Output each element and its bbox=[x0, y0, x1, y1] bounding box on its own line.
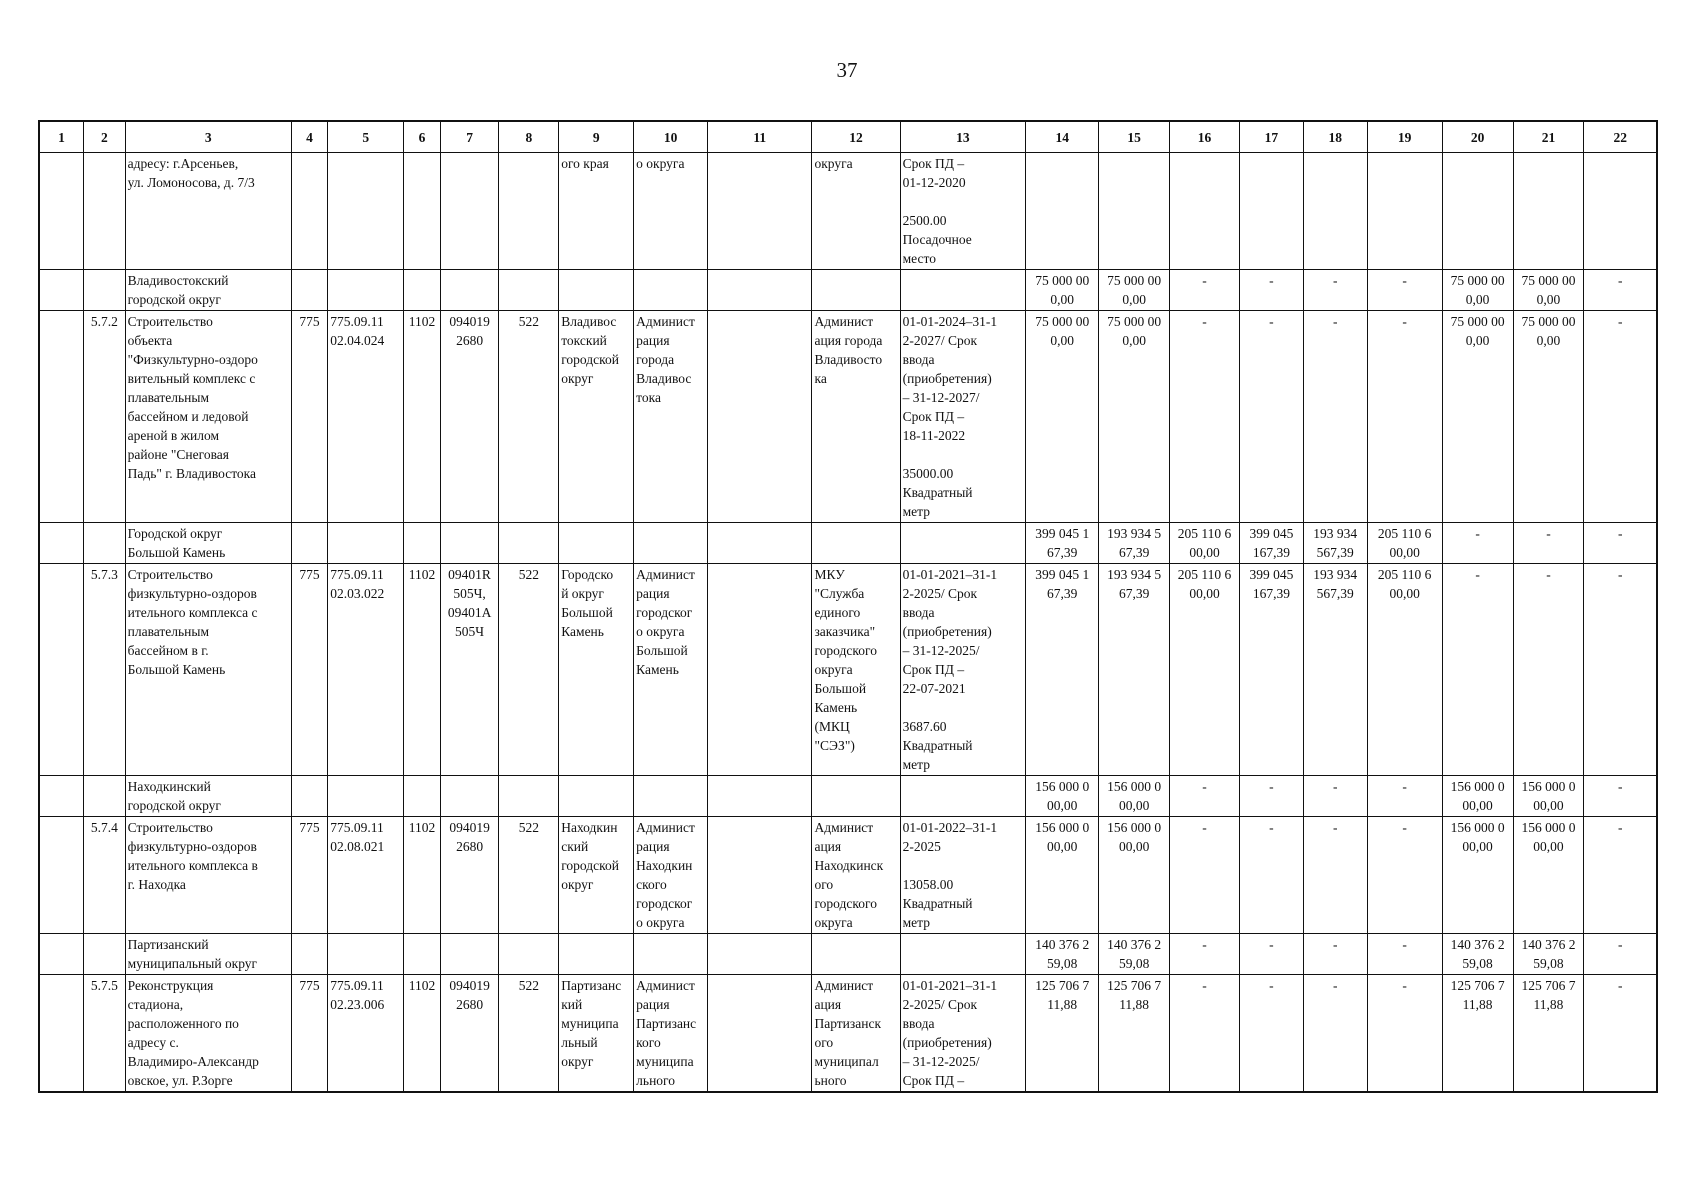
table-cell: 156 000 0 00,00 bbox=[1513, 817, 1584, 934]
table-cell: Владивос токский городской округ bbox=[559, 311, 634, 523]
table-cell: Админист ация Находкинск ого городского округа bbox=[812, 817, 900, 934]
table-cell: 522 bbox=[499, 564, 559, 776]
table-cell: - bbox=[1584, 270, 1657, 311]
table-cell: 5.7.4 bbox=[84, 817, 126, 934]
table-row bbox=[39, 523, 1657, 564]
table-cell: - bbox=[1367, 776, 1442, 817]
table-cell: - bbox=[1367, 270, 1442, 311]
table-cell bbox=[499, 270, 559, 311]
table-cell bbox=[440, 153, 499, 270]
table-cell bbox=[84, 153, 126, 270]
table-row bbox=[39, 975, 1657, 1093]
table-cell: 205 110 6 00,00 bbox=[1170, 523, 1240, 564]
table-cell: - bbox=[1584, 817, 1657, 934]
table-cell: - bbox=[1367, 934, 1442, 975]
table-cell: 193 934 567,39 bbox=[1303, 564, 1367, 776]
table-cell: 522 bbox=[499, 975, 559, 1093]
table-cell: 1102 bbox=[404, 817, 440, 934]
table-cell: Партизанс кий муниципа льный округ bbox=[559, 975, 634, 1093]
table-cell: МКУ "Служба единого заказчика" городского округа Большой Камень (МКЦ "СЭЗ") bbox=[812, 564, 900, 776]
table-cell bbox=[84, 776, 126, 817]
column-header: 15 bbox=[1099, 121, 1170, 153]
table-cell: 775.09.11 02.08.021 bbox=[328, 817, 404, 934]
table-row bbox=[39, 564, 1657, 776]
table-cell bbox=[499, 523, 559, 564]
table-cell bbox=[39, 817, 84, 934]
table-cell bbox=[559, 934, 634, 975]
table-cell bbox=[440, 523, 499, 564]
table-cell: 75 000 00 0,00 bbox=[1099, 311, 1170, 523]
table-cell: 140 376 2 59,08 bbox=[1513, 934, 1584, 975]
table-cell bbox=[812, 270, 900, 311]
table-cell: 1102 bbox=[404, 564, 440, 776]
table-cell bbox=[1584, 153, 1657, 270]
table-cell bbox=[1442, 153, 1513, 270]
table-cell: 75 000 00 0,00 bbox=[1442, 270, 1513, 311]
table-cell: - bbox=[1442, 523, 1513, 564]
table-cell bbox=[404, 270, 440, 311]
column-header: 16 bbox=[1170, 121, 1240, 153]
table-cell bbox=[404, 934, 440, 975]
table-cell bbox=[440, 934, 499, 975]
table-cell bbox=[708, 817, 812, 934]
table-cell bbox=[39, 153, 84, 270]
table-cell: 5.7.3 bbox=[84, 564, 126, 776]
table-cell: 140 376 2 59,08 bbox=[1026, 934, 1099, 975]
table-cell: округа bbox=[812, 153, 900, 270]
table-cell: Админист рация городског о округа Большой Камень bbox=[634, 564, 708, 776]
table-cell: 140 376 2 59,08 bbox=[1442, 934, 1513, 975]
table-cell: - bbox=[1170, 975, 1240, 1093]
table-cell bbox=[634, 934, 708, 975]
table-cell bbox=[84, 934, 126, 975]
table-cell: 193 934 5 67,39 bbox=[1099, 523, 1170, 564]
table-cell: - bbox=[1303, 975, 1367, 1093]
table-cell: 09401R 505Ч, 09401А 505Ч bbox=[440, 564, 499, 776]
table-cell bbox=[39, 975, 84, 1093]
table-cell bbox=[440, 270, 499, 311]
table-cell: - bbox=[1584, 934, 1657, 975]
table-cell bbox=[1367, 153, 1442, 270]
table-cell: 75 000 00 0,00 bbox=[1026, 270, 1099, 311]
table-cell bbox=[39, 270, 84, 311]
table-cell: 01-01-2021–31-1 2-2025/ Срок ввода (приобретения) – 31-12-2025/ Срок ПД – 22-07-2021 3687.60 Квадратный метр bbox=[900, 564, 1026, 776]
column-header: 17 bbox=[1239, 121, 1303, 153]
table-cell: 094019 2680 bbox=[440, 975, 499, 1093]
table-cell bbox=[39, 523, 84, 564]
table-cell bbox=[404, 153, 440, 270]
table-cell: 522 bbox=[499, 817, 559, 934]
table-cell: 125 706 7 11,88 bbox=[1099, 975, 1170, 1093]
table-cell bbox=[328, 776, 404, 817]
table-cell: 775 bbox=[291, 975, 327, 1093]
table-cell bbox=[291, 523, 327, 564]
table-cell: - bbox=[1367, 311, 1442, 523]
table-cell bbox=[39, 311, 84, 523]
table-cell: Городской округ Большой Камень bbox=[125, 523, 291, 564]
table-cell bbox=[634, 523, 708, 564]
table-cell: - bbox=[1239, 270, 1303, 311]
table-cell: - bbox=[1584, 564, 1657, 776]
table-cell bbox=[39, 934, 84, 975]
table-cell: - bbox=[1442, 564, 1513, 776]
table-cell: 156 000 0 00,00 bbox=[1026, 776, 1099, 817]
table-cell bbox=[708, 523, 812, 564]
table-cell: - bbox=[1303, 817, 1367, 934]
table-cell: 156 000 0 00,00 bbox=[1442, 776, 1513, 817]
table-cell: 1102 bbox=[404, 311, 440, 523]
table-cell: 75 000 00 0,00 bbox=[1442, 311, 1513, 523]
table-cell: 01-01-2021–31-1 2-2025/ Срок ввода (приобретения) – 31-12-2025/ Срок ПД – bbox=[900, 975, 1026, 1093]
table-cell: 399 045 167,39 bbox=[1239, 523, 1303, 564]
table-cell bbox=[708, 975, 812, 1093]
table-cell bbox=[1099, 153, 1170, 270]
table-cell: 156 000 0 00,00 bbox=[1513, 776, 1584, 817]
table-cell: Владивостокский городской округ bbox=[125, 270, 291, 311]
table-cell: - bbox=[1239, 934, 1303, 975]
column-header: 2 bbox=[84, 121, 126, 153]
table-cell: - bbox=[1170, 270, 1240, 311]
table-cell: Партизанский муниципальный округ bbox=[125, 934, 291, 975]
table-cell: 125 706 7 11,88 bbox=[1442, 975, 1513, 1093]
table-cell: Админист рация Находкин ского городског о округа bbox=[634, 817, 708, 934]
column-header: 3 bbox=[125, 121, 291, 153]
table-cell bbox=[708, 934, 812, 975]
table-cell: 522 bbox=[499, 311, 559, 523]
table-cell: 775 bbox=[291, 817, 327, 934]
table-cell bbox=[900, 934, 1026, 975]
table-cell: - bbox=[1239, 817, 1303, 934]
table-cell bbox=[559, 270, 634, 311]
table-cell: 205 110 6 00,00 bbox=[1170, 564, 1240, 776]
table-row bbox=[39, 776, 1657, 817]
table-cell: 125 706 7 11,88 bbox=[1026, 975, 1099, 1093]
table-cell bbox=[328, 270, 404, 311]
page-number: 37 bbox=[836, 58, 858, 82]
table-cell: - bbox=[1170, 934, 1240, 975]
table-cell: 5.7.5 bbox=[84, 975, 126, 1093]
table-cell: - bbox=[1367, 975, 1442, 1093]
table-cell bbox=[634, 270, 708, 311]
table-row bbox=[39, 934, 1657, 975]
table-cell: - bbox=[1170, 817, 1240, 934]
column-header: 9 bbox=[559, 121, 634, 153]
table-cell: - bbox=[1170, 776, 1240, 817]
column-header: 20 bbox=[1442, 121, 1513, 153]
table-cell: 01-01-2024–31-1 2-2027/ Срок ввода (приобретения) – 31-12-2027/ Срок ПД – 18-11-2022 35000.00 Квадратный метр bbox=[900, 311, 1026, 523]
table-cell: - bbox=[1513, 523, 1584, 564]
table-cell: 775 bbox=[291, 564, 327, 776]
table-cell: - bbox=[1584, 776, 1657, 817]
column-header: 22 bbox=[1584, 121, 1657, 153]
table-cell: - bbox=[1303, 270, 1367, 311]
table-cell bbox=[900, 523, 1026, 564]
table-cell bbox=[812, 523, 900, 564]
table-cell: - bbox=[1239, 311, 1303, 523]
table-cell: - bbox=[1584, 975, 1657, 1093]
table-cell bbox=[440, 776, 499, 817]
column-header: 6 bbox=[404, 121, 440, 153]
table-cell bbox=[404, 776, 440, 817]
table-cell: - bbox=[1584, 523, 1657, 564]
column-header: 7 bbox=[440, 121, 499, 153]
table-cell: Строительство объекта "Физкультурно-оздоро вительный комплекс с плавательным бассейном и ледовой ареной в жилом районе "Снеговая Падь" г. Владивостока bbox=[125, 311, 291, 523]
table-cell bbox=[708, 311, 812, 523]
table-cell: 094019 2680 bbox=[440, 817, 499, 934]
table-cell: - bbox=[1303, 311, 1367, 523]
table-cell: 094019 2680 bbox=[440, 311, 499, 523]
table-cell: - bbox=[1367, 817, 1442, 934]
column-header: 21 bbox=[1513, 121, 1584, 153]
table-cell bbox=[499, 934, 559, 975]
column-header: 14 bbox=[1026, 121, 1099, 153]
table-cell: Городско й округ Большой Камень bbox=[559, 564, 634, 776]
table-cell: 399 045 1 67,39 bbox=[1026, 523, 1099, 564]
table-cell bbox=[404, 523, 440, 564]
table-cell: ого края bbox=[559, 153, 634, 270]
table-cell: 75 000 00 0,00 bbox=[1513, 270, 1584, 311]
table-cell bbox=[708, 270, 812, 311]
table-cell: 399 045 167,39 bbox=[1239, 564, 1303, 776]
table-cell: 140 376 2 59,08 bbox=[1099, 934, 1170, 975]
table-cell bbox=[708, 153, 812, 270]
table-cell: адресу: г.Арсеньев, ул. Ломоносова, д. 7/3 bbox=[125, 153, 291, 270]
table-cell bbox=[1170, 153, 1240, 270]
table-cell bbox=[499, 776, 559, 817]
table-cell: Админист рация Партизанс кого муниципа льного bbox=[634, 975, 708, 1093]
table-cell: 193 934 5 67,39 bbox=[1099, 564, 1170, 776]
column-header: 12 bbox=[812, 121, 900, 153]
table-cell: Находкин ский городской округ bbox=[559, 817, 634, 934]
table-cell bbox=[559, 776, 634, 817]
table-cell bbox=[708, 564, 812, 776]
table-cell bbox=[634, 776, 708, 817]
table-cell bbox=[328, 934, 404, 975]
column-header: 18 bbox=[1303, 121, 1367, 153]
table-cell: Строительство физкультурно-оздоров ительного комплекса в г. Находка bbox=[125, 817, 291, 934]
table-cell bbox=[1026, 153, 1099, 270]
table-cell bbox=[291, 153, 327, 270]
column-header: 13 bbox=[900, 121, 1026, 153]
table-cell: о округа bbox=[634, 153, 708, 270]
table-cell: 75 000 00 0,00 bbox=[1513, 311, 1584, 523]
table-cell: 156 000 0 00,00 bbox=[1099, 817, 1170, 934]
table-cell bbox=[1303, 153, 1367, 270]
table-cell: 156 000 0 00,00 bbox=[1442, 817, 1513, 934]
table-cell: Строительство физкультурно-оздоров ительного комплекса с плавательным бассейном в г. Большой Камень bbox=[125, 564, 291, 776]
table-cell bbox=[1513, 153, 1584, 270]
table-cell: 775.09.11 02.03.022 bbox=[328, 564, 404, 776]
table-cell: 156 000 0 00,00 bbox=[1099, 776, 1170, 817]
table-cell: 75 000 00 0,00 bbox=[1026, 311, 1099, 523]
table-cell: Админист ация Партизанск ого муниципал ьного bbox=[812, 975, 900, 1093]
table-cell: Срок ПД – 01-12-2020 2500.00 Посадочное место bbox=[900, 153, 1026, 270]
table-cell: 75 000 00 0,00 bbox=[1099, 270, 1170, 311]
table-cell: 775 bbox=[291, 311, 327, 523]
column-header: 10 bbox=[634, 121, 708, 153]
table-cell: Админист рация города Владивос тока bbox=[634, 311, 708, 523]
table-cell bbox=[812, 934, 900, 975]
column-header: 8 bbox=[499, 121, 559, 153]
table-cell: 775.09.11 02.23.006 bbox=[328, 975, 404, 1093]
table-cell: - bbox=[1239, 975, 1303, 1093]
table-cell bbox=[39, 564, 84, 776]
table-cell bbox=[291, 776, 327, 817]
table-cell: Админист ация города Владивосто ка bbox=[812, 311, 900, 523]
header-row bbox=[39, 121, 1657, 153]
table-cell bbox=[291, 934, 327, 975]
column-header: 4 bbox=[291, 121, 327, 153]
budget-table bbox=[38, 120, 1658, 1093]
table-cell bbox=[291, 270, 327, 311]
column-header: 19 bbox=[1367, 121, 1442, 153]
table-row bbox=[39, 153, 1657, 270]
table-cell: Находкинский городской округ bbox=[125, 776, 291, 817]
table-cell: - bbox=[1170, 311, 1240, 523]
table-cell bbox=[84, 523, 126, 564]
table-cell bbox=[84, 270, 126, 311]
table-cell: - bbox=[1584, 311, 1657, 523]
table-row bbox=[39, 817, 1657, 934]
table-cell: - bbox=[1239, 776, 1303, 817]
table-cell bbox=[559, 523, 634, 564]
table-cell bbox=[328, 523, 404, 564]
table-cell: 125 706 7 11,88 bbox=[1513, 975, 1584, 1093]
table-cell: 1102 bbox=[404, 975, 440, 1093]
table-cell bbox=[900, 776, 1026, 817]
table-cell bbox=[328, 153, 404, 270]
table-cell bbox=[1239, 153, 1303, 270]
table-cell: - bbox=[1303, 934, 1367, 975]
table-cell: 399 045 1 67,39 bbox=[1026, 564, 1099, 776]
table-cell: - bbox=[1513, 564, 1584, 776]
column-header: 11 bbox=[708, 121, 812, 153]
table-row bbox=[39, 270, 1657, 311]
table-cell: 5.7.2 bbox=[84, 311, 126, 523]
table-cell: - bbox=[1303, 776, 1367, 817]
table-row bbox=[39, 311, 1657, 523]
table-cell: 205 110 6 00,00 bbox=[1367, 564, 1442, 776]
table-cell: 156 000 0 00,00 bbox=[1026, 817, 1099, 934]
table-cell bbox=[499, 153, 559, 270]
column-header: 5 bbox=[328, 121, 404, 153]
table-cell: 01-01-2022–31-1 2-2025 13058.00 Квадратный метр bbox=[900, 817, 1026, 934]
table-cell bbox=[708, 776, 812, 817]
table-cell: Реконструкция стадиона, расположенного по адресу с. Владимиро-Александр овское, ул. Р.Зорге bbox=[125, 975, 291, 1093]
table-cell: 205 110 6 00,00 bbox=[1367, 523, 1442, 564]
column-header: 1 bbox=[39, 121, 84, 153]
table-cell bbox=[39, 776, 84, 817]
table-cell bbox=[900, 270, 1026, 311]
table-cell: 775.09.11 02.04.024 bbox=[328, 311, 404, 523]
table-cell: 193 934 567,39 bbox=[1303, 523, 1367, 564]
table-cell bbox=[812, 776, 900, 817]
